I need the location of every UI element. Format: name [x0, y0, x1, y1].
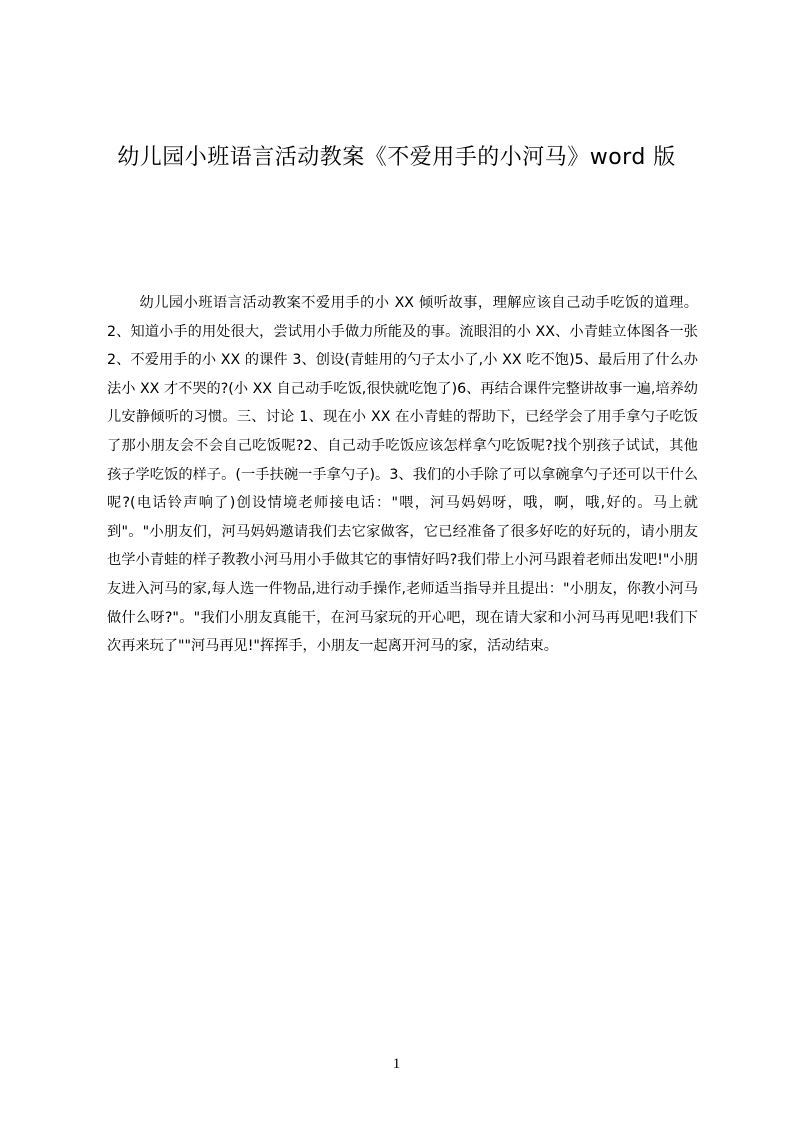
document-title: 幼儿园小班语言活动教案《不爱用手的小河马》word 版	[117, 145, 676, 170]
body-text: 幼儿园小班语言活动教案不爱用手的小 XX 倾听故事，理解应该自己动手吃饭的道理。2、知道小手的用处很大，尝试用小手做力所能及的事。流眼泪的小 XX、小青蛙立体图各一张 2、不爱用手的小 XX 的课件 3、创设(青蛙用的勺子太小了,小 XX 吃不饱)5、最后用了什么办法小 XX 才不哭的?(小 XX 自己动手吃饭,很快就吃饱了)6、再结合课件完整讲故事一遍,培养幼儿安静倾听的习惯。三、讨论 1、现在小 XX 在小青蛙的帮助下，已经学会了用手拿勺子吃饭了那小朋友会不会自己吃饭呢?2、自己动手吃饭应该怎样拿勺吃饭呢?找个别孩子试试，其他孩子学吃饭的样子。(一手扶碗一手拿勺子)。3、我们的小手除了可以拿碗拿勺子还可以干什么呢?(电话铃声响了)创设情境老师接电话："喂，河马妈妈呀，哦，啊，哦,好的。马上就到"。"小朋友们，河马妈妈邀请我们去它家做客，它已经准备了很多好吃的好玩的，请小朋友也学小青蛙的样子教教小河马用小手做其它的事情好吗?我们带上小河马跟着老师出发吧!"小朋友进入河马的家,每人选一件物品,进行动手操作,老师适当指导并且提出："小朋友，你教小河马做什么呀?"。"我们小朋友真能干，在河马家玩的开心吧，现在请大家和小河马再见吧!我们下次再来玩了""河马再见!"挥挥手，小朋友一起离开河马的家，活动结束。	[107, 295, 698, 655]
body-paragraph	[107, 289, 698, 661]
page-number: 1	[392, 1056, 401, 1072]
